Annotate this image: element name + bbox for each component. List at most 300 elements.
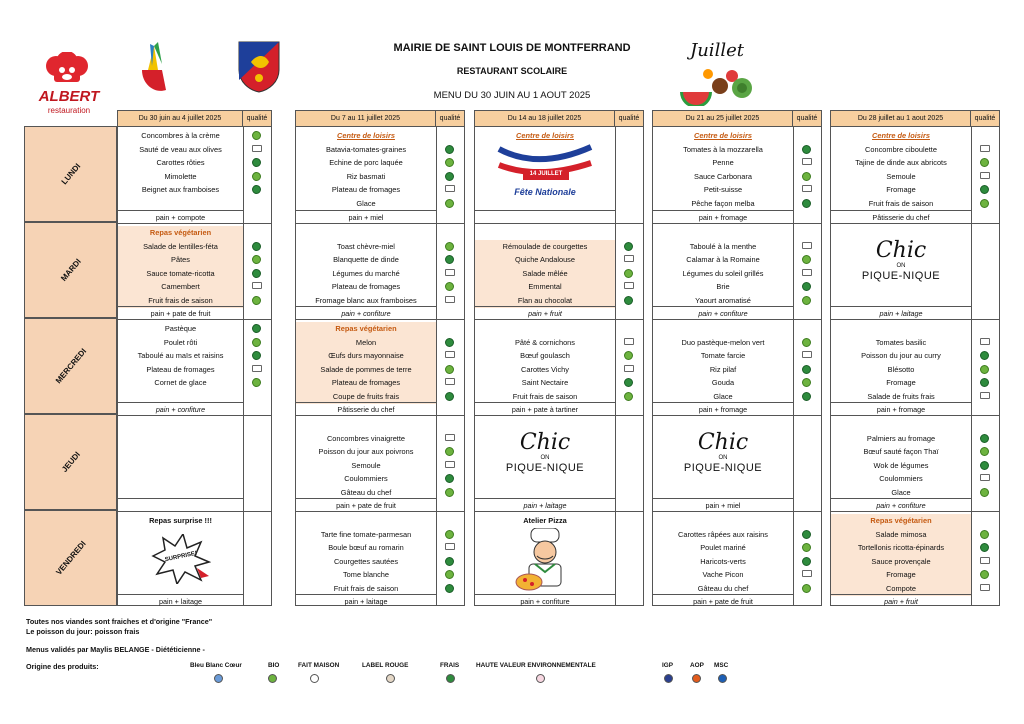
menu-cell-footer: pain + compote bbox=[118, 210, 243, 223]
menu-item: Centre de loisirs bbox=[516, 131, 574, 140]
day-label-jeudi bbox=[24, 414, 117, 510]
menu-item: Pâté & cornichons bbox=[515, 337, 575, 347]
quality-header: qualité bbox=[618, 115, 640, 122]
menu-item: Repas surprise !!! bbox=[149, 516, 212, 525]
frais-icon bbox=[980, 378, 989, 387]
quality-cell bbox=[436, 127, 464, 223]
frais-icon bbox=[252, 269, 261, 278]
quality-cell bbox=[615, 415, 643, 511]
menu-cell-lundi bbox=[296, 127, 436, 223]
menu-cell-mercredi bbox=[831, 319, 971, 415]
menu-item: Légumes du soleil grillés bbox=[682, 268, 764, 278]
bio-icon bbox=[980, 158, 989, 167]
frais-icon bbox=[445, 338, 454, 347]
menu-cell-footer: pain + pate de fruit bbox=[296, 498, 436, 511]
menu-item: Salade de pommes de terre bbox=[296, 363, 436, 377]
frais-icon bbox=[802, 282, 811, 291]
menu-item: Fromage bbox=[886, 378, 916, 388]
igp-icon bbox=[664, 674, 673, 683]
fait-maison-icon bbox=[624, 255, 634, 262]
menu-item: Tomates à la mozzarella bbox=[683, 144, 763, 154]
week-range: Du 21 au 25 juillet 2025 bbox=[653, 111, 793, 126]
quality-cell bbox=[971, 223, 999, 319]
fait-maison-icon bbox=[802, 242, 812, 249]
frais-icon bbox=[252, 185, 261, 194]
quality-header: qualité bbox=[974, 115, 996, 122]
menu-cell-footer: pain + confiture bbox=[831, 498, 971, 511]
bio-icon bbox=[980, 530, 989, 539]
menu-cell-footer: pain + fromage bbox=[653, 210, 793, 223]
fait-maison-icon bbox=[445, 461, 455, 468]
menu-cell-vendredi bbox=[475, 511, 615, 607]
menu-cell-mercredi bbox=[118, 319, 243, 415]
menu-item bbox=[831, 418, 971, 432]
week-header bbox=[118, 111, 271, 127]
bio-icon bbox=[624, 392, 633, 401]
day-label-vendredi bbox=[24, 510, 117, 606]
fait-maison-icon bbox=[802, 185, 812, 192]
menu-cell-mardi bbox=[475, 223, 615, 319]
menu-item: Concombres vinaigrette bbox=[326, 433, 406, 443]
menu-cell-lundi bbox=[831, 127, 971, 223]
bio-icon bbox=[802, 584, 811, 593]
menu-item: Fruit frais de saison bbox=[868, 198, 934, 208]
menu-cell-footer bbox=[475, 210, 615, 223]
frais-icon bbox=[445, 392, 454, 401]
week-range: Du 7 au 11 juillet 2025 bbox=[296, 111, 436, 126]
quality-cell bbox=[971, 127, 999, 223]
fait-maison-icon bbox=[445, 269, 455, 276]
legend-label: FRAIS bbox=[440, 662, 460, 669]
bio-icon bbox=[802, 338, 811, 347]
menu-item: Taboulé à la menthe bbox=[689, 241, 757, 251]
fait-maison-icon bbox=[802, 570, 812, 577]
day-label-text: MERCREDI bbox=[53, 346, 88, 386]
menu-item bbox=[653, 514, 793, 528]
menu-cell-lundi bbox=[653, 127, 793, 223]
menu-cell-mardi bbox=[118, 223, 243, 319]
frais-icon bbox=[446, 674, 455, 683]
bio-icon bbox=[445, 488, 454, 497]
week-column bbox=[117, 110, 272, 606]
menu-item: Fruit frais de saison bbox=[118, 294, 243, 308]
menu-item: Coulommiers bbox=[879, 474, 923, 484]
menu-item: Poisson du jour au curry bbox=[861, 351, 941, 361]
menu-item: Plateau de fromages bbox=[331, 185, 401, 195]
fete-label: Fête Nationale bbox=[514, 187, 576, 197]
menu-item: Echine de porc laquée bbox=[329, 158, 403, 168]
menu-item: Gâteau du chef bbox=[340, 487, 392, 497]
bio-icon bbox=[802, 255, 811, 264]
menu-cell-mercredi bbox=[296, 319, 436, 415]
menu-item bbox=[475, 322, 615, 336]
menu-item: Vache Picon bbox=[702, 570, 744, 580]
menu-item: Salade mêlée bbox=[475, 267, 615, 281]
menu-item: Tarte fine tomate-parmesan bbox=[320, 529, 412, 539]
menu-item: Beignet aux framboises bbox=[141, 185, 220, 195]
fait-maison-icon bbox=[310, 674, 319, 683]
fait-maison-icon bbox=[802, 351, 812, 358]
menu-item: Plateau de fromages bbox=[331, 282, 401, 292]
menu-cell-footer: pain + laitage bbox=[831, 306, 971, 319]
week-column bbox=[295, 110, 465, 606]
menu-cell-lundi bbox=[118, 127, 243, 223]
fait-maison-icon bbox=[980, 145, 990, 152]
menu-cell-vendredi bbox=[296, 511, 436, 607]
menu-cell-mardi bbox=[653, 223, 793, 319]
week-header bbox=[475, 111, 643, 127]
menu-cell-vendredi bbox=[831, 511, 971, 607]
quality-header: qualité bbox=[246, 115, 268, 122]
menu-cell-footer: pain + pate de fruit bbox=[118, 306, 243, 319]
fete-date: 14 JUILLET bbox=[529, 171, 563, 177]
footer-origin: Origine des produits: bbox=[26, 662, 99, 671]
chic-text: Chic bbox=[697, 430, 749, 455]
menu-item: Coulommiers bbox=[344, 474, 388, 484]
menu-cell-footer: pain + confiture bbox=[475, 594, 615, 607]
month-logo-text: Juillet bbox=[690, 40, 744, 61]
surprise-text: SURPRISE! bbox=[163, 550, 198, 564]
legend-label: LABEL ROUGE bbox=[362, 662, 409, 669]
frais-icon bbox=[802, 530, 811, 539]
bio-icon bbox=[980, 365, 989, 374]
quality-cell bbox=[793, 127, 821, 223]
menu-item: Concombre ciboulette bbox=[865, 144, 937, 154]
menu-item: Concombres à la crème bbox=[141, 131, 220, 140]
chic-pique-nique-logo bbox=[500, 432, 590, 475]
week-range: Du 30 juin au 4 juillet 2025 bbox=[118, 111, 243, 126]
label-rouge-icon bbox=[386, 674, 395, 683]
chic-on-text: ON bbox=[896, 263, 906, 269]
day-label-text: VENDREDI bbox=[53, 539, 88, 577]
menu-item: Bœuf goulasch bbox=[520, 351, 570, 361]
menu-cell-vendredi bbox=[118, 511, 243, 607]
pizza-chef-illustration bbox=[515, 528, 575, 597]
menu-item: Melon bbox=[296, 336, 436, 350]
week-range: Du 28 juillet au 1 aout 2025 bbox=[831, 111, 971, 126]
fait-maison-icon bbox=[980, 172, 990, 179]
menu-item: Petit-suisse bbox=[703, 185, 743, 195]
day-label-text: MARDI bbox=[58, 257, 83, 283]
menu-item: Sauce provençale bbox=[831, 555, 971, 569]
menu-item: Penne bbox=[712, 158, 734, 168]
bio-icon bbox=[980, 199, 989, 208]
menu-item: Blésotto bbox=[887, 364, 915, 374]
legend-label: FAIT MAISON bbox=[298, 662, 340, 669]
fait-maison-icon bbox=[980, 338, 990, 345]
quality-cell bbox=[436, 415, 464, 511]
menu-cell-footer: pain + fromage bbox=[831, 402, 971, 415]
menu-cell-lundi bbox=[475, 127, 615, 223]
hve-icon bbox=[536, 674, 545, 683]
menu-item: Brie bbox=[716, 282, 730, 292]
frais-icon bbox=[445, 145, 454, 154]
menu-item bbox=[831, 322, 971, 336]
fait-maison-icon bbox=[252, 282, 262, 289]
bio-icon bbox=[624, 269, 633, 278]
menu-item: Semoule bbox=[351, 460, 381, 470]
menu-item: Tortellonis ricotta-épinards bbox=[831, 541, 971, 555]
menu-cell-footer: pain + fromage bbox=[653, 402, 793, 415]
fait-maison-icon bbox=[445, 296, 455, 303]
day-label-text: LUNDI bbox=[59, 161, 82, 187]
legend-label: Bleu Blanc Cœur bbox=[190, 662, 242, 669]
menu-item: Gâteau du chef bbox=[697, 583, 749, 593]
frais-icon bbox=[624, 378, 633, 387]
menu-item: Poisson du jour aux poivrons bbox=[318, 447, 414, 457]
menu-cell-footer: pain + fruit bbox=[475, 306, 615, 319]
menu-item: Batavia-tomates-graines bbox=[325, 144, 407, 154]
albert-logo bbox=[34, 52, 104, 114]
frais-icon bbox=[252, 242, 261, 251]
page-subtitle: RESTAURANT SCOLAIRE bbox=[456, 66, 568, 76]
albert-logo-sub: restauration bbox=[47, 106, 91, 115]
menu-item: Légumes du marché bbox=[332, 268, 400, 278]
frais-icon bbox=[980, 434, 989, 443]
legend-label: AOP bbox=[690, 662, 704, 669]
bio-icon bbox=[252, 378, 261, 387]
fait-maison-icon bbox=[802, 269, 812, 276]
menu-item: Repas végétarien bbox=[831, 514, 971, 528]
week-header bbox=[831, 111, 999, 127]
quality-cell bbox=[615, 319, 643, 415]
quality-cell bbox=[243, 319, 271, 415]
fete-nationale-logo bbox=[495, 143, 595, 205]
fait-maison-icon bbox=[445, 185, 455, 192]
menu-item: Palmiers au fromage bbox=[866, 433, 936, 443]
menu-cell-footer: pain + laitage bbox=[118, 594, 243, 607]
quality-cell bbox=[793, 319, 821, 415]
bio-icon bbox=[445, 199, 454, 208]
menu-item: Taboulé au maïs et raisins bbox=[137, 351, 224, 361]
fait-maison-icon bbox=[445, 378, 455, 385]
albert-logo-brand: ALBERT bbox=[38, 88, 100, 105]
menu-cell-mercredi bbox=[475, 319, 615, 415]
menu-item: Fromage bbox=[886, 185, 916, 195]
footer-note-meat: Toutes nos viandes sont fraiches et d'origine "France" bbox=[26, 617, 213, 626]
frais-icon bbox=[802, 365, 811, 374]
menu-item: Carottes Vichy bbox=[521, 364, 569, 374]
menu-item: Glace bbox=[891, 487, 911, 497]
quality-cell bbox=[243, 127, 271, 223]
quality-cell bbox=[615, 511, 643, 607]
frais-icon bbox=[980, 351, 989, 360]
frais-icon bbox=[624, 296, 633, 305]
bio-icon bbox=[252, 296, 261, 305]
menu-cell-footer: pain + confiture bbox=[296, 306, 436, 319]
week-column bbox=[652, 110, 822, 606]
bio-icon bbox=[445, 282, 454, 291]
frais-icon bbox=[802, 199, 811, 208]
menu-item: Blanquette de dinde bbox=[333, 255, 399, 265]
frais-icon bbox=[445, 172, 454, 181]
menu-item: Carottes râpées aux raisins bbox=[678, 529, 768, 539]
menu-item: Gouda bbox=[711, 378, 735, 388]
frais-icon bbox=[445, 255, 454, 264]
menu-item: Pêche façon melba bbox=[691, 198, 755, 208]
menu-item: Salade de lentilles-féta bbox=[118, 240, 243, 254]
quality-cell bbox=[436, 511, 464, 607]
menu-item bbox=[296, 226, 436, 240]
legend-label: MSC bbox=[714, 662, 729, 669]
menu-cell-footer: pain + laitage bbox=[296, 594, 436, 607]
menu-cell-footer: pain + miel bbox=[653, 498, 793, 511]
chic-pique-nique-text: PIQUE-NIQUE bbox=[505, 462, 585, 474]
chef-hat-icon bbox=[42, 52, 92, 88]
fait-maison-icon bbox=[980, 584, 990, 591]
quality-cell bbox=[971, 511, 999, 607]
bbc-icon bbox=[214, 674, 223, 683]
menu-item: Tajine de dinde aux abricots bbox=[855, 158, 947, 168]
bio-icon bbox=[445, 530, 454, 539]
week-range: Du 14 au 18 juillet 2025 bbox=[475, 111, 615, 126]
quality-cell bbox=[615, 127, 643, 223]
quality-cell bbox=[971, 415, 999, 511]
chic-pique-nique-logo bbox=[856, 240, 946, 283]
quality-cell bbox=[793, 511, 821, 607]
menu-cell-footer: Pâtisserie du chef bbox=[296, 402, 436, 415]
fait-maison-icon bbox=[445, 434, 455, 441]
frais-icon bbox=[445, 557, 454, 566]
surprise-illustration bbox=[151, 534, 211, 584]
menu-item: Atelier Pizza bbox=[523, 516, 567, 525]
menu-item: Saint Nectaire bbox=[521, 378, 569, 388]
menu-item: Glace bbox=[356, 198, 376, 208]
fait-maison-icon bbox=[445, 351, 455, 358]
menu-item: Sauce tomate-ricotta bbox=[118, 267, 243, 281]
chic-pique-nique-text: PIQUE-NIQUE bbox=[683, 462, 763, 474]
menu-item: Fromage blanc aux framboises bbox=[315, 295, 417, 305]
bio-icon bbox=[252, 131, 261, 140]
week-column bbox=[830, 110, 1000, 606]
bio-icon bbox=[445, 158, 454, 167]
menu-item: Tomate farcie bbox=[700, 351, 746, 361]
fait-maison-icon bbox=[980, 474, 990, 481]
frais-icon bbox=[624, 242, 633, 251]
menu-cell-jeudi bbox=[118, 415, 243, 511]
menu-item: Sauce Carbonara bbox=[694, 171, 752, 181]
quality-cell bbox=[615, 223, 643, 319]
footer-note-fish: Le poisson du jour: poisson frais bbox=[26, 627, 140, 636]
menu-cell-mardi bbox=[296, 223, 436, 319]
page-title: MAIRIE DE SAINT LOUIS DE MONTFERRAND bbox=[393, 42, 631, 54]
menu-item: Cornet de glace bbox=[154, 378, 207, 388]
menu-item: Duo pastèque-melon vert bbox=[681, 337, 765, 347]
menu-item: Centre de loisirs bbox=[337, 131, 395, 140]
menu-item: Centre de loisirs bbox=[694, 131, 752, 140]
frais-icon bbox=[252, 324, 261, 333]
bio-icon bbox=[252, 255, 261, 264]
menu-cell-mercredi bbox=[653, 319, 793, 415]
menu-item: Riz pilaf bbox=[709, 364, 737, 374]
menu-item: Fromage bbox=[831, 568, 971, 582]
menu-item: Plateau de fromages bbox=[146, 364, 215, 374]
city-logo bbox=[136, 40, 172, 96]
aop-icon bbox=[692, 674, 701, 683]
menu-cell-footer: pain + fruit bbox=[831, 594, 971, 607]
menu-item: Fruit frais de saison bbox=[333, 583, 399, 593]
menu-cell-footer: pain + confiture bbox=[653, 306, 793, 319]
fruits-icon bbox=[678, 62, 758, 106]
bio-icon bbox=[252, 172, 261, 181]
fait-maison-icon bbox=[624, 338, 634, 345]
menu-item: Riz basmati bbox=[346, 171, 386, 181]
fait-maison-icon bbox=[624, 282, 634, 289]
menu-item bbox=[475, 226, 615, 240]
menu-item: Pâtes bbox=[118, 253, 243, 267]
bio-icon bbox=[980, 570, 989, 579]
frais-icon bbox=[445, 584, 454, 593]
bio-icon bbox=[802, 172, 811, 181]
menu-item: Glace bbox=[713, 391, 733, 401]
menu-item: Œufs durs mayonnaise bbox=[296, 349, 436, 363]
menu-item: Calamar à la Romaine bbox=[686, 255, 760, 265]
chic-text: Chic bbox=[875, 238, 927, 263]
menu-item: Courgettes sautées bbox=[333, 556, 399, 566]
quality-cell bbox=[436, 319, 464, 415]
footer-validated: Menus validés par Maylis BELANGE - Diététicienne - bbox=[26, 645, 205, 654]
bio-icon bbox=[802, 296, 811, 305]
menu-item: Sauté de veau aux olives bbox=[139, 144, 222, 154]
fait-maison-icon bbox=[802, 158, 812, 165]
frais-icon bbox=[252, 351, 261, 360]
week-header bbox=[296, 111, 464, 127]
menu-cell-jeudi bbox=[653, 415, 793, 511]
frais-icon bbox=[980, 543, 989, 552]
bio-icon bbox=[802, 543, 811, 552]
bio-icon bbox=[445, 570, 454, 579]
day-label-mercredi bbox=[24, 318, 117, 414]
juillet-logo bbox=[678, 40, 758, 106]
menu-item: Pastèque bbox=[164, 324, 197, 333]
menu-item: Tomates basilic bbox=[875, 337, 927, 347]
fait-maison-icon bbox=[252, 145, 262, 152]
menu-item: Centre de loisirs bbox=[872, 131, 930, 140]
menu-cell-footer: pain + laitage bbox=[475, 498, 615, 511]
menu-item: Semoule bbox=[886, 171, 916, 181]
menu-item bbox=[296, 514, 436, 528]
bio-icon bbox=[445, 242, 454, 251]
menu-item: Salade de fruits frais bbox=[867, 391, 935, 401]
day-label-mardi bbox=[24, 222, 117, 318]
quality-header: qualité bbox=[796, 115, 818, 122]
frais-icon bbox=[445, 474, 454, 483]
bio-icon bbox=[445, 447, 454, 456]
menu-cell-vendredi bbox=[653, 511, 793, 607]
menu-cell-jeudi bbox=[831, 415, 971, 511]
menu-cell-footer: pain + pate à tartiner bbox=[475, 402, 615, 415]
quality-cell bbox=[971, 319, 999, 415]
menu-item: Carottes rôties bbox=[156, 158, 205, 168]
chic-pique-nique-text: PIQUE-NIQUE bbox=[861, 270, 941, 282]
menu-period: MENU DU 30 JUIN AU 1 AOUT 2025 bbox=[433, 90, 591, 101]
menu-item: Tome blanche bbox=[342, 570, 389, 580]
menu-item: Haricots-verts bbox=[700, 556, 746, 566]
fait-maison-icon bbox=[980, 392, 990, 399]
day-label-lundi bbox=[24, 126, 117, 222]
menu-cell-footer: pain + pate de fruit bbox=[653, 594, 793, 607]
legend-label: BIO bbox=[268, 662, 280, 669]
legend-label: HAUTE VALEUR ENVIRONNEMENTALE bbox=[476, 662, 596, 669]
menu-item bbox=[296, 418, 436, 432]
menu-item: Bœuf sauté façon Thaï bbox=[863, 447, 939, 457]
bio-icon bbox=[980, 447, 989, 456]
bio-icon bbox=[445, 365, 454, 374]
menu-cell-mardi bbox=[831, 223, 971, 319]
menu-item: Compote bbox=[831, 582, 971, 596]
menu-item: Mimolette bbox=[164, 171, 197, 181]
week-column bbox=[474, 110, 644, 606]
